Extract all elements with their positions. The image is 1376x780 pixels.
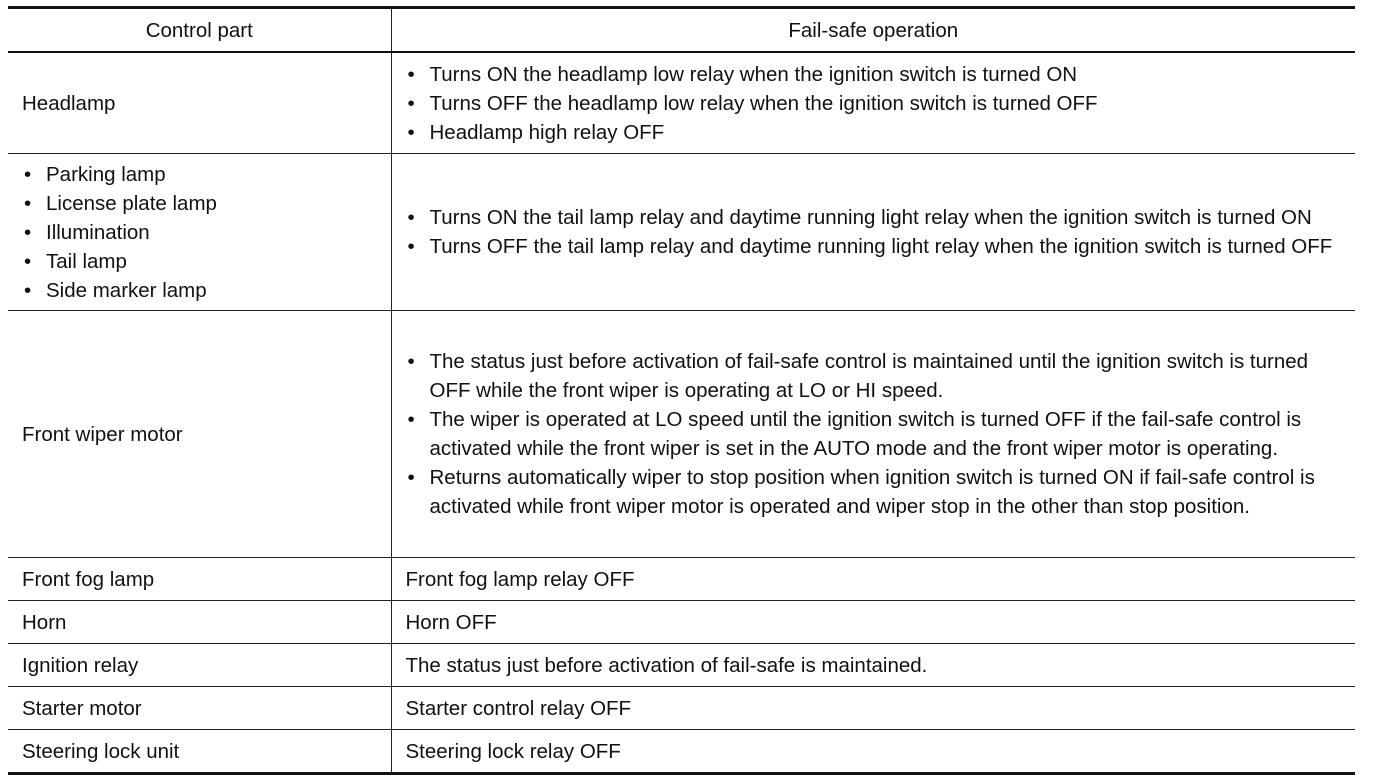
operation-item: • The status just before activation of fail-safe control is maintained until the ignition switch is turned OFF while the front wiper is operating at LO or HI speed. bbox=[406, 347, 1342, 405]
control-part-cell: Headlamp bbox=[8, 52, 391, 154]
header-fail-safe-operation: Fail-safe operation bbox=[391, 8, 1355, 53]
operation-item: • Turns ON the tail lamp relay and daytime running light relay when the ignition switch is turned ON bbox=[406, 203, 1342, 232]
control-part-cell: Front wiper motor bbox=[8, 311, 391, 558]
control-part-item: • Illumination bbox=[22, 218, 377, 247]
operation-item: • Headlamp high relay OFF bbox=[406, 118, 1342, 147]
table-row bbox=[8, 311, 1355, 558]
table-row bbox=[8, 730, 1355, 774]
control-part-item: • Parking lamp bbox=[22, 160, 377, 189]
operation-cell bbox=[391, 154, 1355, 311]
operation-cell: The status just before activation of fail-safe is maintained. bbox=[391, 644, 1355, 687]
control-part-cell: Horn bbox=[8, 601, 391, 644]
control-part-item: • Side marker lamp bbox=[22, 276, 377, 305]
header-row bbox=[8, 8, 1355, 53]
table-row bbox=[8, 687, 1355, 730]
control-part-cell: Starter motor bbox=[8, 687, 391, 730]
operation-cell: Steering lock relay OFF bbox=[391, 730, 1355, 774]
control-part-cell: Steering lock unit bbox=[8, 730, 391, 774]
operation-item: • Turns OFF the tail lamp relay and daytime running light relay when the ignition switch is turned OFF bbox=[406, 232, 1342, 261]
operation-item: • Turns ON the headlamp low relay when the ignition switch is turned ON bbox=[406, 60, 1342, 89]
operation-list bbox=[406, 60, 1342, 147]
operation-list bbox=[406, 347, 1342, 521]
operation-cell: Starter control relay OFF bbox=[391, 687, 1355, 730]
table-row bbox=[8, 601, 1355, 644]
operation-item: • Turns OFF the headlamp low relay when the ignition switch is turned OFF bbox=[406, 89, 1342, 118]
control-part-list bbox=[22, 160, 377, 305]
operation-cell: Horn OFF bbox=[391, 601, 1355, 644]
control-part-cell: Front fog lamp bbox=[8, 558, 391, 601]
control-part-cell: Ignition relay bbox=[8, 644, 391, 687]
operation-cell: Front fog lamp relay OFF bbox=[391, 558, 1355, 601]
control-part-item: • License plate lamp bbox=[22, 189, 377, 218]
table-row bbox=[8, 644, 1355, 687]
table-row bbox=[8, 154, 1355, 311]
operation-cell bbox=[391, 52, 1355, 154]
header-control-part: Control part bbox=[8, 8, 391, 53]
operation-item: • The wiper is operated at LO speed until the ignition switch is turned OFF if the fail-safe control is activated while the front wiper is set in the AUTO mode and the front wiper motor is operating. bbox=[406, 405, 1342, 463]
table-row bbox=[8, 52, 1355, 154]
fail-safe-table bbox=[8, 6, 1355, 775]
control-part-item: • Tail lamp bbox=[22, 247, 377, 276]
operation-item: • Returns automatically wiper to stop position when ignition switch is turned ON if fail-safe control is activated while front wiper motor is operated and wiper stop in the other than stop position. bbox=[406, 463, 1342, 521]
operation-cell bbox=[391, 311, 1355, 558]
operation-list bbox=[406, 203, 1342, 261]
table-row bbox=[8, 558, 1355, 601]
control-part-cell bbox=[8, 154, 391, 311]
